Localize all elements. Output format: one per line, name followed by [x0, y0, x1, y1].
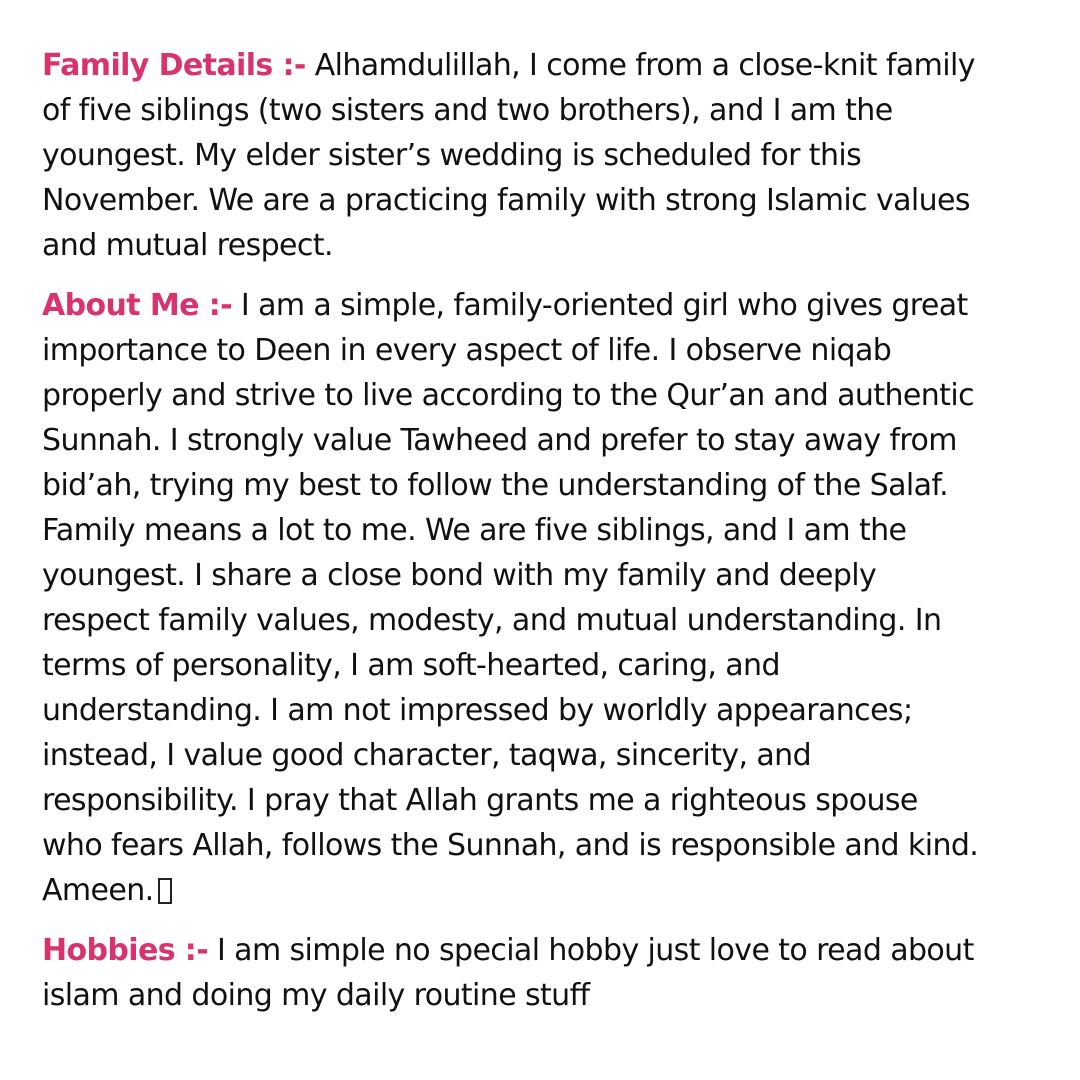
missing-emoji-glyph-icon — [158, 878, 172, 904]
family-details-heading: Family Details :- — [42, 48, 306, 83]
family-details-text: Alhamdulillah, I come from a close-knit family of five siblings (two sisters and two brothers), and I am the youngest. My elder sister’s wedding is scheduled for this November. We are a practicing family with strong Islamic values and mutual respect. — [42, 48, 975, 263]
profile-document — [42, 43, 1042, 1033]
hobbies-text: I am simple no special hobby just love to read about islam and doing my daily routine stuff — [42, 933, 974, 1013]
about-me-text: I am a simple, family-oriented girl who gives great importance to Deen in every aspect of life. I observe niqab properly and strive to live according to the Qur’an and authentic Sunnah. I strongly value Tawheed and prefer to stay away from bid’ah, trying my best to follow the understanding of the Salaf. Family means a lot to me. We are five siblings, and I am the youngest. I share a close bond with my family and deeply respect family values, modesty, and mutual understanding. In terms of personality, I am soft-hearted, caring, and understanding. I am not impressed by worldly appearances; instead, I value good character, taqwa, sincerity, and responsibility. I pray that Allah grants me a righteous spouse who fears Allah, follows the Sunnah, and is responsible and kind. Ameen. — [42, 288, 979, 908]
hobbies-section — [42, 928, 1042, 1018]
family-details-section — [42, 43, 1042, 268]
about-me-section — [42, 283, 1042, 913]
about-me-heading: About Me :- — [42, 288, 232, 323]
hobbies-heading: Hobbies :- — [42, 933, 209, 968]
